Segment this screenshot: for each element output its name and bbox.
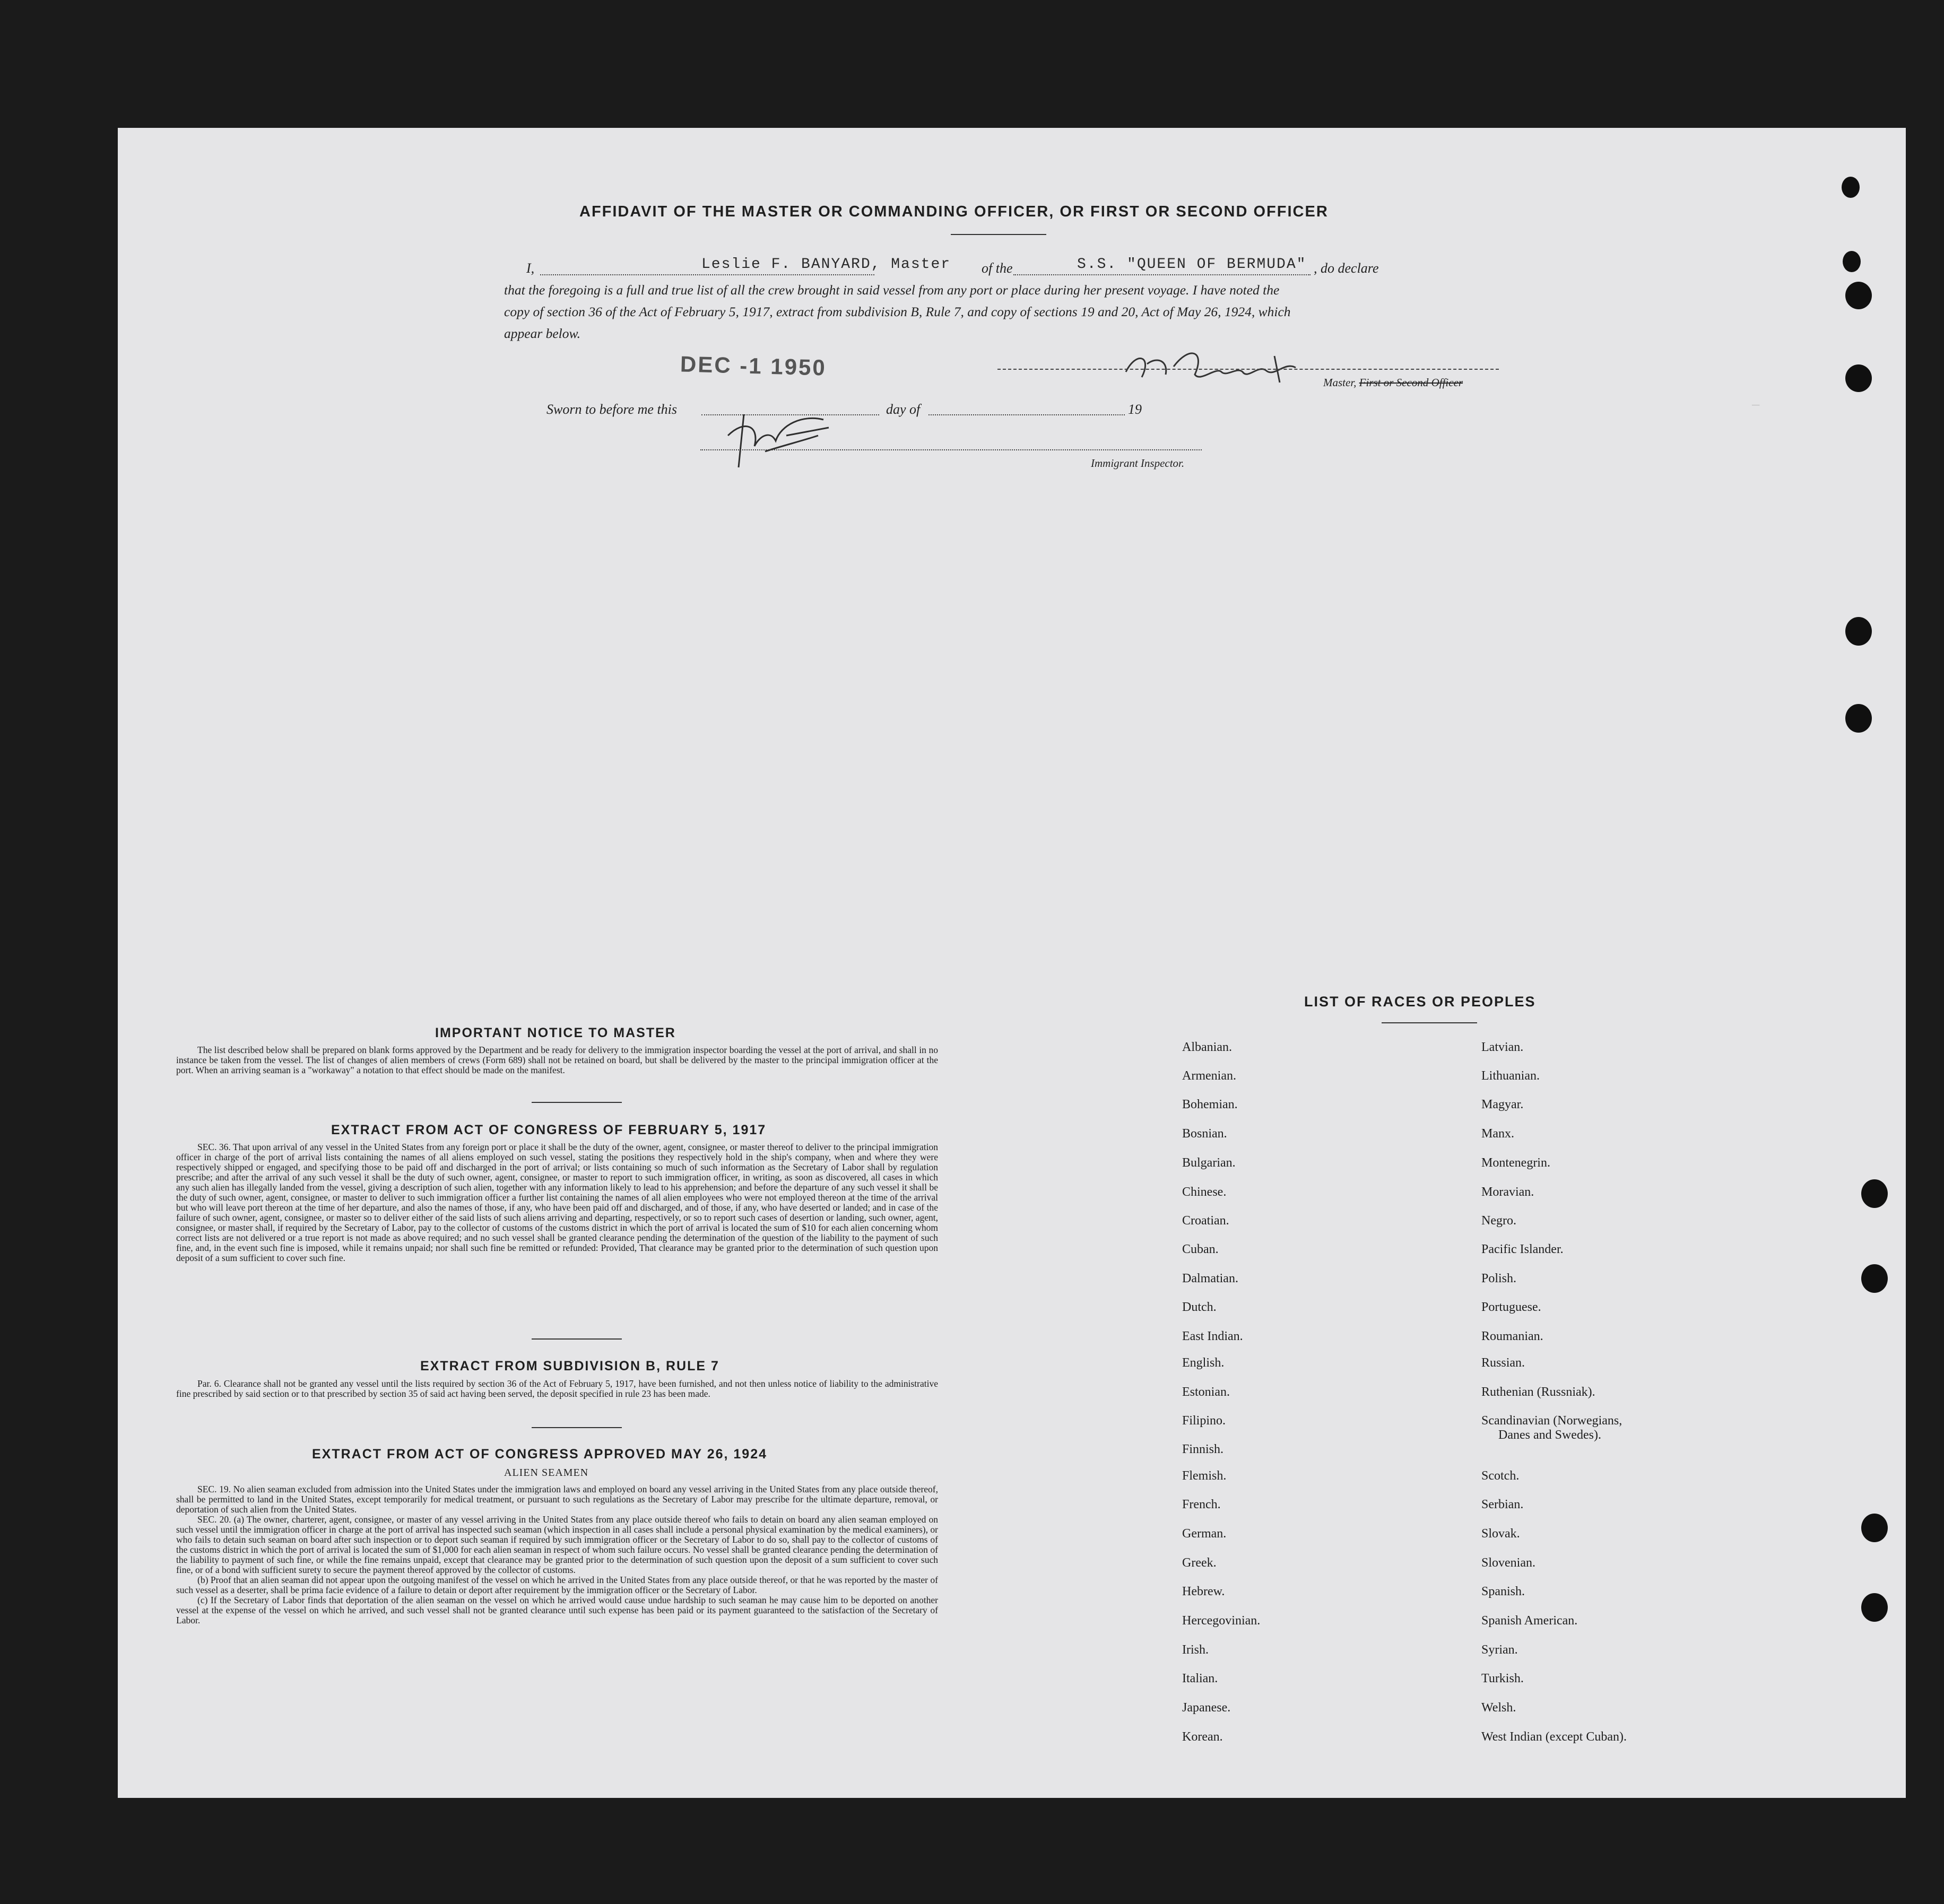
do-declare-label: , do declare [1314, 260, 1379, 276]
race-item-left: German. [1182, 1527, 1227, 1541]
race-item-left: East Indian. [1182, 1329, 1243, 1343]
race-item-right: Negro. [1481, 1214, 1516, 1228]
sworn-month-line [928, 414, 1125, 415]
notice-paragraph: The list described below shall be prepared on blank forms approved by the Department and be ready for delivery to the immigration inspector boarding the vessel at the port of arrival, and shall in no instance be taken from the vessel. The list of changes of alien members of crews (Form 689) shall not be retained on board, but shall be delivered by the master to the principal immigration officer at the port. When an arriving seaman is a "workaway" a notation to that effect should be made on the manifest. [176, 1045, 938, 1075]
extract-1917-title: EXTRACT FROM ACT OF CONGRESS OF FEBRUARY 5, 1917 [331, 1123, 767, 1137]
vessel-name-line [1013, 274, 1311, 275]
sworn-text: Sworn to before me this [546, 402, 678, 417]
race-item-left: Bohemian. [1182, 1098, 1238, 1111]
sec-20b-paragraph: (b) Proof that an alien seaman did not appear upon the outgoing manifest of the vessel on which he arrived in the United States from any place outside thereof, or that he was reported by the master of such vessel as a deserter, shall be prima facie evidence of a failure to detain or deport after requirement by the immigration officer or the Secretary of Labor. [176, 1575, 938, 1595]
race-item-left: Armenian. [1182, 1069, 1236, 1083]
title-rule [951, 234, 1046, 235]
extract-1917-rule [532, 1338, 622, 1340]
extract-rule7-rule [532, 1427, 622, 1428]
race-item-right: Spanish American. [1481, 1614, 1578, 1628]
sec-19-paragraph: SEC. 19. No alien seaman excluded from admission into the United States under the immigration laws and employed on board any vessel arriving in the United States from any place outside thereof, shall be permitted to land in the United States, except temporarily for medical treatment, or pursuant to such regulations as the Secretary of Labor may prescribe for the ultimate departure, removal, or deportation of such alien from the United States. [176, 1484, 938, 1515]
race-item-right: Latvian. [1481, 1040, 1524, 1054]
race-item-left: Finnish. [1182, 1442, 1224, 1456]
declaration-line-3: copy of section 36 of the Act of February 5, 1917, extract from subdivision B, Rule 7, and copy of sections 19 and 20, Act of May 26, 1924, which [504, 304, 1291, 319]
vessel-name: S.S. "QUEEN OF BERMUDA" [1077, 256, 1307, 273]
race-item-right: Turkish. [1481, 1672, 1524, 1685]
race-item-left: Bosnian. [1182, 1127, 1227, 1141]
race-item-right: Magyar. [1481, 1098, 1524, 1111]
punch-hole [1845, 704, 1872, 733]
race-item-right: Portuguese. [1481, 1300, 1541, 1314]
race-item-left: Hercegovinian. [1182, 1614, 1261, 1628]
race-item-right-continuation: Danes and Swedes). [1498, 1428, 1601, 1442]
master-signature-line [997, 369, 1499, 370]
extract-1924-title: EXTRACT FROM ACT OF CONGRESS APPROVED MAY 26, 1924 [312, 1447, 768, 1462]
extract-1924-text [176, 1484, 938, 1625]
race-item-right: Lithuanian. [1481, 1069, 1540, 1083]
race-item-right: Syrian. [1481, 1643, 1518, 1657]
race-item-right: Slovenian. [1481, 1556, 1535, 1570]
race-item-left: Korean. [1182, 1730, 1223, 1744]
punch-hole [1861, 1593, 1888, 1622]
race-item-right: Moravian. [1481, 1185, 1534, 1199]
race-item-left: Flemish. [1182, 1469, 1227, 1483]
master-caption-text: Master, [1323, 376, 1359, 389]
race-item-left: Estonian. [1182, 1385, 1230, 1399]
document-page [118, 128, 1906, 1798]
notice-rule [532, 1102, 622, 1103]
punch-hole [1861, 1179, 1888, 1208]
year-prefix: 19 [1128, 402, 1142, 417]
race-item-left: Bulgarian. [1182, 1156, 1236, 1170]
par-6-paragraph: Par. 6. Clearance shall not be granted any vessel until the lists required by section 36 of the Act of February 5, 1917, have been furnished, and not then unless notice of liability to the administrative fine prescribed by said section or to that prescribed by section 35 of said act having been served, the deposit specified in rule 23 has been made. [176, 1378, 938, 1399]
race-item-left: English. [1182, 1356, 1225, 1370]
notice-title: IMPORTANT NOTICE TO MASTER [435, 1025, 676, 1040]
sec-36-paragraph: SEC. 36. That upon arrival of any vessel in the United States from any foreign port or place it shall be the duty of the owner, agent, consignee, or master thereof to deliver to the principal immigration officer in charge of the port of arrival lists containing the names of all aliens employed on such vessel, stating the positions they respectively hold in the ship's company, when and where they were respectively shipped or engaged, and specifying those to be paid off and discharged in the port of arrival; or lists containing so much of such information as the Secretary of Labor shall by regulation prescribe; and after the arrival of any such vessel it shall be the duty of such owner, agent, consignee, or master to report to such immigration officer, in writing, as soon as discovered, all cases in which any such alien has illegally landed from the vessel, giving a description of such alien, together with any information likely to lead to his apprehension; and before the departure of any such vessel it shall be the duty of such owner, agent, consignee, or master to deliver to such immigration officer a further list containing the names of all alien employees who were not employed thereon at the time of the arrival but who will leave port thereon at the time of her departure, and also the names of those, if any, who have been paid off and discharged, and of those, if any, who have deserted or landed; and in case of the failure of such owner, agent, consignee, or master so to deliver either of the said lists of such aliens arriving and departing, respectively, or so to report such cases of desertion or landing, such owner, agent, consignee, or master shall, if required by the Secretary of Labor, pay to the collector of customs of the customs district in which the port of arrival is located the sum of $10 for each alien concerning whom correct lists are not delivered or a true report is not made as above required; and no such vessel shall be granted clearance pending the determination of the question of the liability to the payment of such fine, and, in the event such fine is imposed, while it remains unpaid; nor shall such fine be remitted or refunded: Provided, That clearance may be granted prior to the determination of such question upon deposit of a sum sufficient to cover such fine. [176, 1142, 938, 1263]
race-item-right: Russian. [1481, 1356, 1525, 1370]
races-title: LIST OF RACES OR PEOPLES [1304, 994, 1536, 1010]
race-item-right: Slovak. [1481, 1527, 1520, 1541]
punch-hole [1842, 177, 1860, 198]
master-signature [1115, 335, 1338, 398]
race-item-left: Croatian. [1182, 1214, 1229, 1228]
declaration-line-2: that the foregoing is a full and true list of all the crew brought in said vessel from any port or place during her present voyage. I have noted the [504, 282, 1280, 298]
race-item-left: Dutch. [1182, 1300, 1217, 1314]
race-item-left: Irish. [1182, 1643, 1209, 1657]
extract-1917-text [176, 1142, 938, 1263]
race-item-right: Montenegrin. [1481, 1156, 1550, 1170]
punch-hole [1843, 251, 1861, 272]
notice-text [176, 1045, 938, 1075]
race-item-right: Ruthenian (Russniak). [1481, 1385, 1595, 1399]
punch-hole [1861, 1264, 1888, 1293]
punch-hole [1861, 1514, 1888, 1542]
alien-seamen-subtitle: ALIEN SEAMEN [504, 1467, 589, 1479]
race-item-left: Greek. [1182, 1556, 1217, 1570]
race-item-left: Italian. [1182, 1672, 1218, 1685]
races-rule [1382, 1022, 1477, 1023]
master-signature-caption [1323, 376, 1463, 389]
race-item-left: French. [1182, 1498, 1221, 1511]
master-name-line [540, 274, 874, 275]
sec-20a-paragraph: SEC. 20. (a) The owner, charterer, agent, consignee, or master of any vessel arriving in the United States from any place outside thereof who fails to detain on board any alien seaman employed on such vessel until the immigration officer in charge at the port of arrival has inspected such seaman (which inspection in all cases shall include a personal physical examination by the medical examiners), or who fails to detain such seaman on board after such inspection or to deport such seaman if required by such immigration officer or the Secretary of Labor to do so, shall pay to the collector of customs of the customs district in which the port of arrival is located the sum of $1,000 for each alien seaman in respect of whom such failure occurs. No vessel shall be granted clearance pending the determination of the liability to payment of such fine, or while the fine remains unpaid, except that clearance may be granted prior to the determination of such question upon the deposit of a sum sufficient to cover such fine, or of a bond with sufficient surety to secure the payment thereof approved by the collector of customs. [176, 1514, 938, 1575]
punch-hole [1845, 617, 1872, 646]
race-item-right: Scotch. [1481, 1469, 1520, 1483]
struck-officer-text: First or Second Officer [1359, 376, 1463, 389]
race-item-right: Polish. [1481, 1272, 1517, 1285]
master-name: Leslie F. BANYARD, Master [701, 256, 951, 273]
punch-hole [1845, 282, 1872, 309]
race-item-left: Filipino. [1182, 1414, 1226, 1428]
race-item-right: Scandinavian (Norwegians, [1481, 1414, 1622, 1428]
race-item-right: Spanish. [1481, 1585, 1525, 1598]
race-item-left: Dalmatian. [1182, 1272, 1238, 1285]
declare-i: I, [526, 260, 535, 276]
extract-rule7-title: EXTRACT FROM SUBDIVISION B, RULE 7 [420, 1359, 719, 1373]
race-item-right: Roumanian. [1481, 1329, 1543, 1343]
punch-hole [1845, 364, 1872, 392]
race-item-right: Pacific Islander. [1481, 1242, 1564, 1256]
of-the-label: of the [982, 260, 1013, 276]
race-item-right: Manx. [1481, 1127, 1514, 1141]
race-item-left: Hebrew. [1182, 1585, 1225, 1598]
affidavit-title: AFFIDAVIT OF THE MASTER OR COMMANDING OFFICER, OR FIRST OR SECOND OFFICER [579, 203, 1329, 220]
race-item-right: Welsh. [1481, 1701, 1516, 1715]
sec-20c-paragraph: (c) If the Secretary of Labor finds that deportation of the alien seaman on the vessel on which he arrived would cause undue hardship to such seaman he may cause him to be deported on another vessel at the expense of the vessel on which he arrived, and such vessel shall not be granted clearance until such expense has been paid or its payment guaranteed to the satisfaction of the Secretary of Labor. [176, 1595, 938, 1625]
race-item-left: Japanese. [1182, 1701, 1231, 1715]
declaration-line-4: appear below. [504, 326, 581, 341]
date-stamp: DEC -1 1950 [680, 351, 827, 380]
bleed-through-mark: — [1752, 398, 1760, 413]
extract-rule7-text [176, 1379, 938, 1399]
inspector-signature-line [700, 449, 1202, 450]
race-item-right: West Indian (except Cuban). [1481, 1730, 1627, 1744]
day-of-label: day of [886, 402, 921, 417]
inspector-caption: Immigrant Inspector. [1091, 457, 1185, 470]
race-item-left: Albanian. [1182, 1040, 1232, 1054]
race-item-right: Serbian. [1481, 1498, 1524, 1511]
race-item-left: Chinese. [1182, 1185, 1227, 1199]
inspector-signature [723, 404, 839, 478]
race-item-left: Cuban. [1182, 1242, 1219, 1256]
